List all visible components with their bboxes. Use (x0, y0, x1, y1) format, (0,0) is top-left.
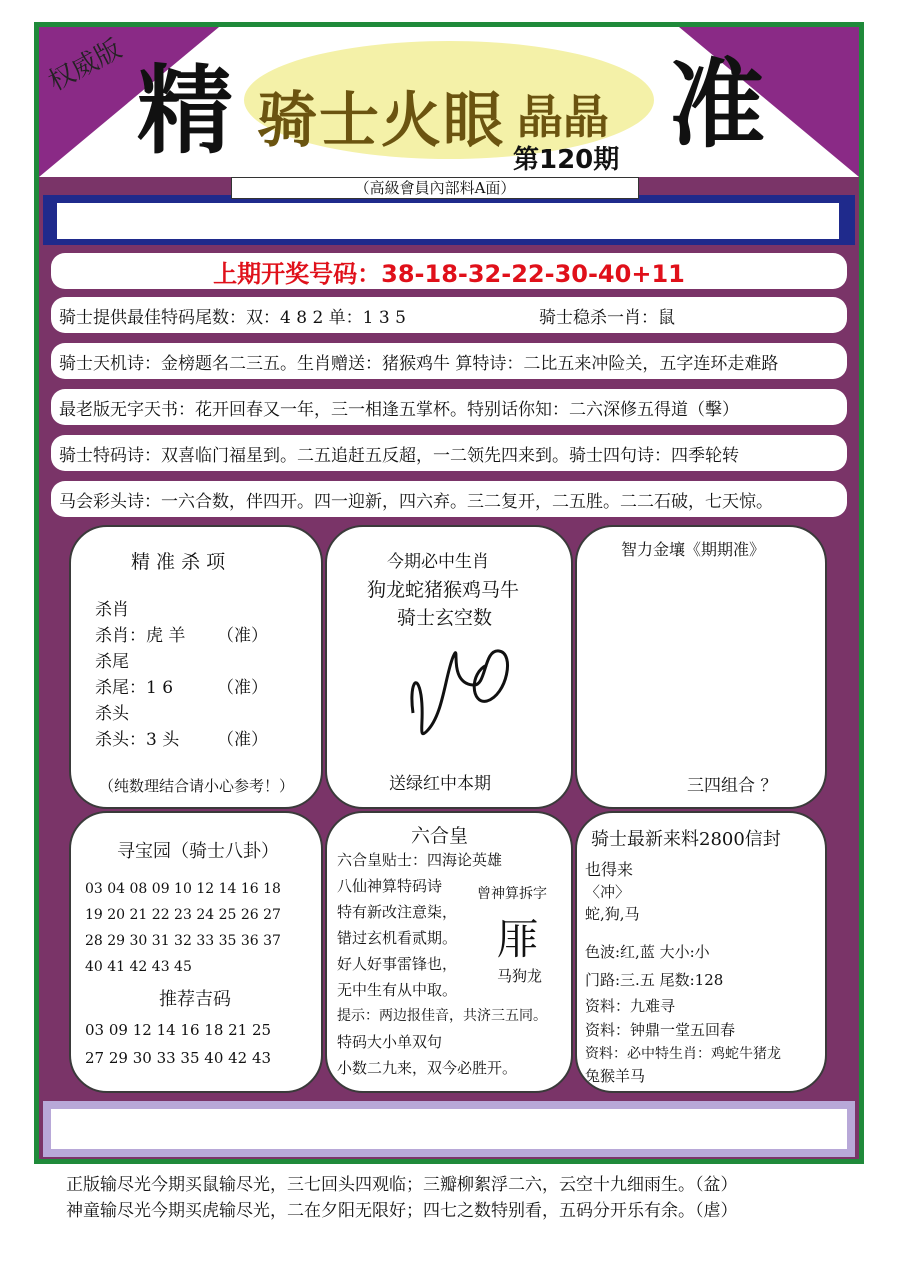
latest-line: 色波:红,蓝 大小:小 (585, 943, 710, 961)
liuhe-side-title: 曾神算拆字 (477, 886, 547, 902)
liuhe-big-char: 厞 (497, 915, 540, 964)
kill-note: （纯数理结合请小心参考！） (99, 777, 295, 795)
bottom-banner-inner (51, 1109, 847, 1149)
last-draw-numbers: 上期开奖号码：38-18-32-22-30-40+11 (51, 253, 847, 289)
liuhe-side-sub: 马狗龙 (497, 967, 543, 985)
kill-tag: （准） (217, 626, 268, 646)
treasure-box (69, 811, 323, 1093)
latest-line: 〈冲〉 (585, 883, 631, 901)
latest-info-box (575, 811, 827, 1093)
liuhe-title: 六合皇 (411, 825, 469, 847)
kill-line: 杀肖 (95, 600, 129, 620)
latest-line: 资料：九难寻 (585, 997, 676, 1015)
kill-line: 杀头 (95, 704, 129, 724)
latest-line: 蛇,狗,马 (585, 905, 640, 923)
kill-items-box (69, 525, 323, 809)
authority-badge: 权威版 (43, 34, 127, 98)
zodiac-bottom: 送绿红中本期 (389, 774, 491, 794)
latest-line: 兔猴羊马 (585, 1067, 646, 1085)
liuhe-line: 无中生有从中取。 (337, 981, 458, 999)
kill-box-title: 精 准 杀 项 (131, 551, 226, 573)
liuhe-line: 特码大小单双句 (337, 1033, 443, 1051)
tail-number-row (51, 297, 847, 333)
kill-line: 杀尾 (95, 652, 129, 672)
liuhe-box (325, 811, 573, 1093)
kill-tag: （准） (217, 730, 268, 750)
liuhe-line: 八仙神算特码诗 (337, 877, 443, 895)
zodiac-line-3: 骑士玄空数 (397, 607, 493, 629)
brand-title-2: 晶晶 (517, 90, 609, 144)
page-frame (34, 22, 864, 1164)
footer-line-2: 神童输尽光今期买虎输尽光，二在夕阳无限好；四七之数特别看，五码分开乐有余。（虐） (66, 1201, 738, 1221)
poem-row-3: 骑士特码诗：双喜临门福星到。二五追赶五反超，一二领先四来到。骑士四句诗：四季轮转 (51, 435, 847, 471)
latest-line: 也得来 (585, 860, 634, 879)
number-line: 40 41 42 43 45 (85, 959, 192, 975)
latest-title: 骑士最新来料2800信封 (591, 829, 781, 850)
liuhe-line: 好人好事雷锋也， (337, 955, 458, 973)
recommend-line: 27 29 30 33 35 40 42 43 (85, 1049, 272, 1067)
liuhe-line: 六合皇贴士：四海论英雄 (337, 851, 503, 869)
header (39, 27, 859, 177)
treasure-title: 寻宝园（骑士八卦） (117, 841, 279, 862)
wisdom-title: 智力金壤《期期准》 (621, 540, 766, 559)
poem-row-1: 骑士天机诗：金榜题名二三五。生肖赠送：猪猴鸡牛 算特诗：二比五来冲险关，五字连环走难路 (51, 343, 847, 379)
number-line: 03 04 08 09 10 12 14 16 18 (85, 881, 281, 897)
liuhe-line: 提示：两边报佳音，共济三五同。 (337, 1008, 547, 1024)
latest-line: 门路:三.五 尾数:128 (585, 971, 724, 989)
footer-line-1: 正版输尽光今期买鼠输尽光，三七回头四观临；三瓣柳絮浮二六，云空十九细雨生。（盆） (66, 1175, 738, 1195)
title-right-char: 准 (669, 49, 765, 161)
liuhe-line: 小数二九来，双今必胜开。 (337, 1059, 518, 1077)
kill-zodiac-text: 骑士稳杀一肖：鼠 (539, 307, 675, 328)
poem-row-2: 最老版无字天书：花开回春又一年，三一相逢五掌杯。特别话你知：二六深修五得道（擊） (51, 389, 847, 425)
zodiac-line-1: 今期必中生肖 (387, 552, 489, 572)
issue-number: 第120期 (513, 145, 620, 175)
zodiac-line-2: 狗龙蛇猪猴鸡马牛 (367, 579, 520, 601)
latest-line: 资料：钟鼎一堂五回春 (585, 1021, 736, 1039)
poem-row-4: 马会彩头诗：一六合数，伴四开。四一迎新，四六弃。三二复开，二五胜。二二石破，七天惊。 (51, 481, 847, 517)
kill-line: 杀头：3 头 (95, 730, 180, 750)
brand-title: 骑士火眼 (257, 86, 505, 156)
wisdom-box (575, 525, 827, 809)
wisdom-bottom: 三四组合 ？ (687, 776, 778, 796)
number-line: 28 29 30 31 32 33 35 36 37 (85, 933, 281, 949)
subtitle-strip: （高級會員內部料A面） (231, 177, 639, 199)
tail-number-text: 骑士提供最佳特码尾数：双：4 8 2 单：1 3 5 (59, 307, 406, 328)
recommend-title: 推荐吉码 (159, 989, 231, 1010)
kill-line: 杀尾：1 6 (95, 678, 174, 698)
zodiac-box (325, 525, 573, 809)
latest-line: 资料：必中特生肖：鸡蛇牛猪龙 (585, 1046, 781, 1062)
title-left-char: 精 (137, 55, 233, 167)
recommend-line: 03 09 12 14 16 18 21 25 (85, 1021, 272, 1039)
handwritten-sign (387, 637, 527, 747)
number-line: 19 20 21 22 23 24 25 26 27 (85, 907, 281, 923)
navy-banner-inner (57, 203, 839, 239)
kill-tag: （准） (217, 678, 268, 698)
kill-line: 杀肖：虎 羊 (95, 626, 186, 646)
liuhe-line: 错过玄机看贰期。 (337, 929, 458, 947)
liuhe-line: 特有新改注意柒， (337, 903, 458, 921)
